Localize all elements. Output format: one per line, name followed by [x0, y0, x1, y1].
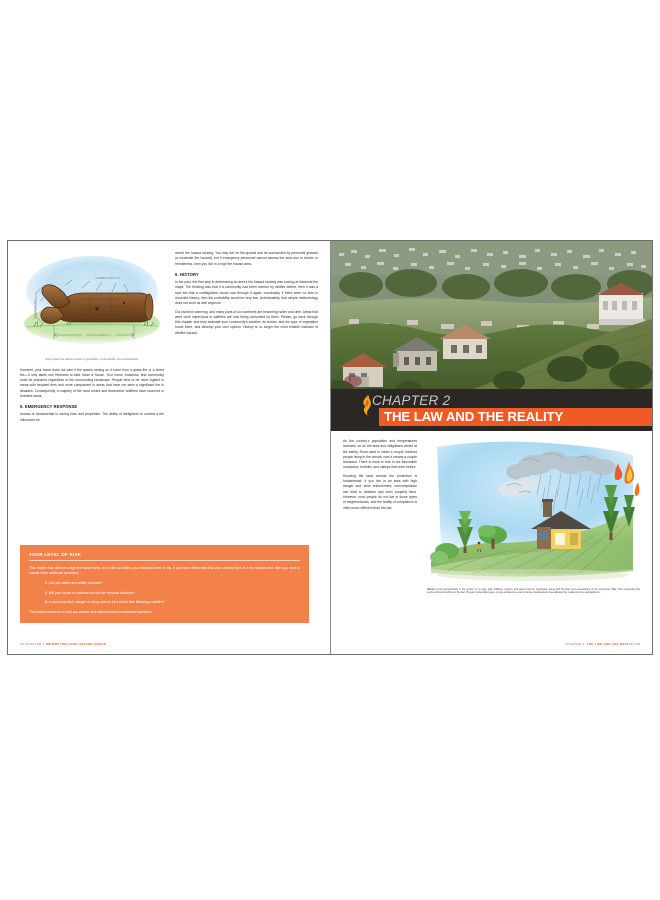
risk-box-question-list	[29, 581, 300, 605]
paragraph: Our planet is warming, and many parts of our continent are becoming hotter and drier. Areas that were once impervious to wildfires are now being consumed by them. Please, go back through this chapter and truly evaluate your community's weather, its terrain, and the type of vegetation found there, and develop your own opinion. History is no longer the most reliable indicator of wildfire hazard.	[175, 309, 318, 335]
right-page-body	[343, 439, 640, 594]
chapter-title: THE LAW AND THE REALITY	[384, 409, 564, 425]
right-page	[331, 241, 652, 654]
right-page-text-column	[343, 439, 417, 594]
paragraph: As the country's population and temperatures increase, so do the laws and obligations aimed at fire safety. Rural used to mean a couple hundred people living in the woods; now it means a couple thousand. There is more to lose in our flammable mountains, foothills, and valleys than ever before.	[343, 439, 417, 470]
list-item	[45, 600, 300, 605]
risk-box-intro: This chapter has defined a high fire hazard area, but it did not define your individual level of risk. If you have determined that your community is in a fire hazard area, then you need to answer three additional questions:	[29, 565, 300, 576]
footer-page-number: 14	[20, 642, 24, 646]
chapter-number: CHAPTER 2	[372, 392, 451, 408]
right-col-body-top	[175, 251, 318, 267]
paragraph: In the past, the first step in determining an area's fire hazard ranking was looking at historical fire maps. The thinking was that if a community had been overrun by wildfire before, then it was a sure bet that a conflagration would roar through it again; conversely, if there were no fires in recorded history, then the probability would be very low. Unfortunately, that simple methodology does not work as well anymore.	[175, 280, 318, 306]
chapter-title-bar	[379, 408, 652, 426]
hillside-community-photo	[331, 241, 652, 409]
left-page-column-1	[20, 251, 164, 426]
paragraph: area's fire hazard ranking. You may live on flat ground and be surrounded by perennial grasses (a moderate fire hazard), but if emergency personnel cannot access the area due to terrain or remoteness, then you live in a high fire hazard area.	[175, 251, 318, 266]
footer-page-number: 15	[636, 642, 640, 646]
list-item-text: Is your property in danger of being overrun by a debris flow following a wildfire?	[48, 599, 165, 604]
book-spread	[7, 240, 653, 655]
paragraph: Knowing the laws around fire protection is fundamental. If you live in an area with high danger and strict enforcement, noncompliance can lead to citations and even property liens. However, most people do not live in those types of neighborhoods, and the reality of compliance is often much different than the law.	[343, 473, 417, 510]
left-page-columns	[20, 251, 318, 426]
left-col-body-2	[20, 412, 164, 423]
section-heading-history: 6. HISTORY	[175, 271, 199, 277]
ignitability-figure	[20, 251, 164, 362]
right-page-footer	[565, 642, 640, 646]
list-item-number: 2.	[45, 590, 48, 595]
list-item-text: Will your house or business survive the eventual firestorm?	[48, 590, 135, 595]
list-item-text: Can you safely and swiftly evacuate?	[48, 581, 103, 586]
list-item-number: 1.	[45, 581, 48, 586]
log-illustration	[20, 251, 164, 355]
right-page-art-column	[427, 439, 640, 594]
house-on-hill-illustration	[427, 439, 640, 584]
risk-box-title: YOUR LEVEL OF RISK	[29, 552, 300, 561]
section-heading-emergency-response: 5. EMERGENCY RESPONSE	[20, 404, 78, 410]
right-page-paragraphs	[343, 439, 417, 511]
right-col-body-after	[175, 280, 318, 336]
footer-chapter-title: THE LAW AND THE REALITY	[586, 642, 635, 646]
chapter-banner	[331, 389, 652, 431]
footer-chapter-label: CHAPTER 1	[25, 642, 45, 646]
your-level-of-risk-box	[20, 545, 309, 623]
svg-text:SUSTAINABILITY: SUSTAINABILITY	[86, 334, 112, 338]
illustration-caption	[427, 588, 640, 595]
left-page-column-2	[175, 251, 318, 426]
footer-chapter-title: IDENTIFYING FIRE HAZARD AREAS	[45, 642, 107, 646]
list-item-number: 3.	[45, 599, 48, 604]
list-item	[45, 591, 300, 596]
paragraph: Access is fundamental to saving lives and properties. The ability of firefighters to combat a fire influences an	[20, 412, 164, 422]
caption-text-top: This community has survived three brushfires in the last 15 years. Defensible space, strong architecture, and consistent maintenance have allowed the residents to live alongside fire.	[427, 587, 640, 594]
paragraph: However, your home does not care if the sparks raining on it come from a grass fire or a forest fire—it only takes one firebrand to take down a house. Your home, business, and community must be prepared regardless of the surrounding landscape. People tend to be more vigilant in areas with frequent fires and more complacent in areas that have not seen a significant fire in decades. Consequently, a majority of the most recent and destructive wildfires have occurred in forested areas.	[20, 367, 164, 398]
left-col-body	[20, 368, 164, 400]
left-page	[8, 241, 331, 654]
svg-text:COMBUSTIBILITY: COMBUSTIBILITY	[95, 277, 121, 280]
caption-lead-above: Above:	[427, 587, 436, 591]
footer-chapter-label: CHAPTER 2:	[564, 642, 586, 646]
left-page-footer	[20, 642, 106, 646]
svg-text:IGNITABILITY: IGNITABILITY	[34, 299, 37, 319]
caption-lead-top: Top:	[611, 587, 617, 591]
risk-box-closing: This book's mission is to help you answer and address these fundamental questions.	[29, 609, 153, 614]
list-item	[45, 581, 300, 586]
caption-text-above: Living harmoniously in fire country is no easy task; wildfires, erosion, and pests must be negotiated, along with the laws and expectations of the community.	[436, 587, 611, 591]
figure-caption: Every plant has different levels of ignitability, combustibility, and sustainability.	[45, 358, 139, 361]
